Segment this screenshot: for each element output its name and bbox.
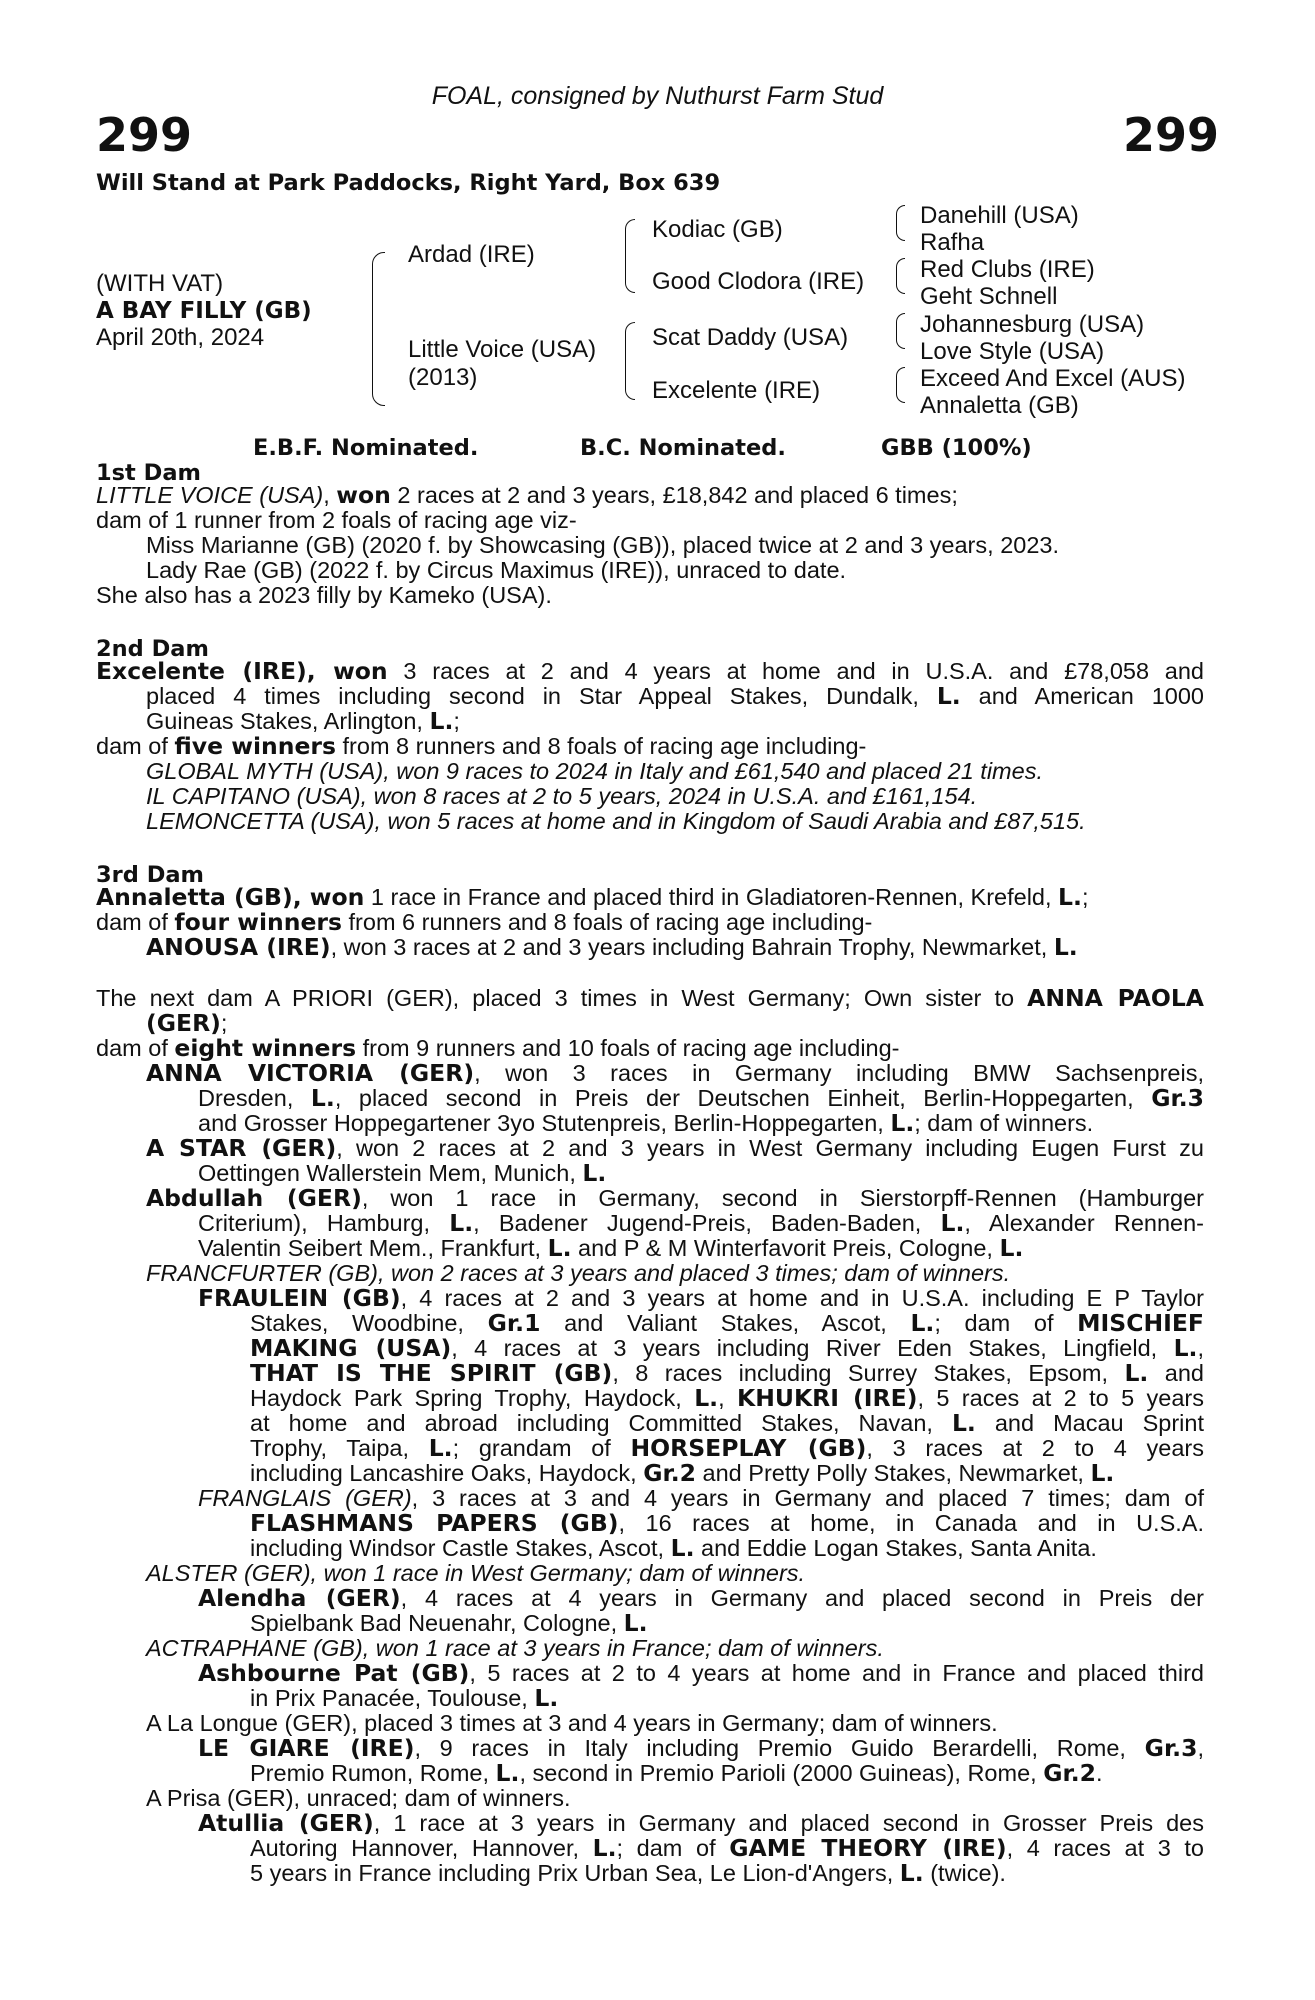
pedigree-dam-year: (2013) [408, 364, 478, 391]
second-dam-line: LEMONCETTA (USA), won 5 races at home and in Kingdom of Saudi Arabia and £87,515. [146, 808, 1086, 834]
pedigree-sss: Danehill (USA) [920, 202, 1079, 229]
pedigree-dss: Johannesburg (USA) [920, 311, 1145, 338]
next-dam-line: Atullia (GER), 1 race at 3 years in Germany and placed second in Grosser Preis des [198, 1809, 1205, 1837]
next-dam-line: Criterium), Hamburg, L., Badener Jugend-Preis, Baden-Baden, L., Alexander Rennen- [198, 1209, 1204, 1237]
next-dam-line: Haydock Park Spring Trophy, Haydock, L., KHUKRI (IRE), 5 races at 2 to 5 years [250, 1384, 1204, 1412]
second-dam-line: GLOBAL MYTH (USA), won 9 races to 2024 in Italy and £61,540 and placed 21 times. [146, 758, 1043, 784]
pedigree-ddd: Annaletta (GB) [920, 392, 1079, 419]
first-dam-line: Lady Rae (GB) (2022 f. by Circus Maximus (IRE)), unraced to date. [146, 557, 847, 583]
next-dam-line: in Prix Panacée, Toulouse, L. [250, 1684, 559, 1712]
next-dam-line: ANNA VICTORIA (GER), won 3 races in Germany including BMW Sachsenpreis, [146, 1059, 1204, 1087]
next-dam-line: Autoring Hannover, Hannover, L.; dam of GAME THEORY (IRE), 4 races at 3 to [250, 1834, 1204, 1862]
ebf-nominated: E.B.F. Nominated. [253, 435, 479, 461]
next-dam-line: ACTRAPHANE (GB), won 1 race at 3 years in France; dam of winners. [146, 1635, 884, 1661]
pedigree-bracket [625, 322, 635, 400]
pedigree-sds: Red Clubs (IRE) [920, 256, 1095, 283]
next-dam-line: A STAR (GER), won 2 races at 2 and 3 years in West Germany including Eugen Furst zu [146, 1134, 1204, 1162]
next-dam-line: Alendha (GER), 4 races at 4 years in Germany and placed second in Preis der [198, 1584, 1204, 1612]
first-dam-heading: 1st Dam [96, 460, 201, 486]
second-dam-line: placed 4 times including second in Star Appeal Stakes, Dundalk, L. and American 1000 [146, 682, 1204, 710]
next-dam-line: Dresden, L., placed second in Preis der Deutschen Einheit, Berlin-Hoppegarten, Gr.3 [198, 1084, 1204, 1112]
pedigree-bracket [625, 219, 635, 293]
vat-note: (WITH VAT) [96, 270, 224, 297]
pedigree-dam: Little Voice (USA) [408, 336, 597, 363]
pedigree-dsd: Love Style (USA) [920, 338, 1105, 365]
next-dam-line: ALSTER (GER), won 1 race in West Germany; dam of winners. [146, 1560, 806, 1586]
next-dam-line: FRANGLAIS (GER), 3 races at 3 and 4 years in Germany and placed 7 times; dam of [198, 1485, 1204, 1511]
next-dam-line: dam of eight winners from 9 runners and 10 foals of racing age including- [96, 1034, 900, 1062]
lot-title: A BAY FILLY (GB) [96, 298, 312, 324]
next-dam-line: A La Longue (GER), placed 3 times at 3 and 4 years in Germany; dam of winners. [146, 1710, 998, 1736]
pedigree-sdd: Geht Schnell [920, 283, 1058, 310]
next-dam-line: Ashbourne Pat (GB), 5 races at 2 to 4 years at home and in France and placed third [198, 1659, 1204, 1687]
pedigree-sire-dam: Good Clodora (IRE) [652, 268, 865, 295]
lot-number-left: 299 [96, 108, 193, 162]
next-dam-line: The next dam A PRIORI (GER), placed 3 times in West Germany; Own sister to ANNA PAOLA [96, 984, 1204, 1012]
second-dam-heading: 2nd Dam [96, 636, 209, 662]
next-dam-line: FRAULEIN (GB), 4 races at 2 and 3 years at home and in U.S.A. including E P Taylor [198, 1284, 1204, 1312]
pedigree-dam-sire: Scat Daddy (USA) [652, 324, 849, 351]
next-dam-line: A Prisa (GER), unraced; dam of winners. [146, 1785, 571, 1811]
pedigree-bracket [896, 258, 905, 294]
next-dam-line: Stakes, Woodbine, Gr.1 and Valiant Stakes, Ascot, L.; dam of MISCHIEF [250, 1309, 1204, 1337]
third-dam-line: ANOUSA (IRE), won 3 races at 2 and 3 years including Bahrain Trophy, Newmarket, L. [146, 933, 1078, 961]
next-dam-line: including Windsor Castle Stakes, Ascot, L. and Eddie Logan Stakes, Santa Anita. [250, 1534, 1097, 1562]
next-dam-line: at home and abroad including Committed Stakes, Navan, L. and Macau Sprint [250, 1409, 1204, 1437]
second-dam-line: Excelente (IRE), won 3 races at 2 and 4 years at home and in U.S.A. and £78,058 and [96, 657, 1204, 685]
next-dam-line: Premio Rumon, Rome, L., second in Premio Parioli (2000 Guineas), Rome, Gr.2. [250, 1759, 1103, 1787]
pedigree-sire-sire: Kodiac (GB) [652, 216, 783, 243]
pedigree-ssd: Rafha [920, 229, 985, 256]
next-dam-line: FLASHMANS PAPERS (GB), 16 races at home, in Canada and in U.S.A. [250, 1509, 1204, 1537]
third-dam-heading: 3rd Dam [96, 862, 204, 888]
third-dam-line: Annaletta (GB), won 1 race in France and placed third in Gladiatoren-Rennen, Krefeld, L.; [96, 883, 1089, 911]
next-dam-line: FRANCFURTER (GB), won 2 races at 3 years and placed 3 times; dam of winners. [146, 1260, 1011, 1286]
next-dam-line: Spielbank Bad Neuenahr, Cologne, L. [250, 1609, 648, 1637]
lot-number-right: 299 [1122, 108, 1219, 162]
pedigree-bracket [896, 313, 905, 349]
pedigree-dam-dam: Excelente (IRE) [652, 377, 821, 404]
next-dam-line: Oettingen Wallerstein Mem, Munich, L. [198, 1159, 607, 1187]
first-dam-line: Miss Marianne (GB) (2020 f. by Showcasing (GB)), placed twice at 2 and 3 years, 2023. [146, 532, 1060, 558]
next-dam-line: 5 years in France including Prix Urban Sea, Le Lion-d'Angers, L. (twice). [250, 1859, 1006, 1887]
next-dam-line: Valentin Seibert Mem., Frankfurt, L. and P & M Winterfavorit Preis, Cologne, L. [198, 1234, 1024, 1262]
next-dam-line: Trophy, Taipa, L.; grandam of HORSEPLAY (GB), 3 races at 2 to 4 years [250, 1434, 1205, 1462]
pedigree-sire: Ardad (IRE) [408, 241, 535, 268]
next-dam-line: THAT IS THE SPIRIT (GB), 8 races including Surrey Stakes, Epsom, L. and [250, 1359, 1204, 1387]
first-dam-line: dam of 1 runner from 2 foals of racing age viz- [96, 507, 577, 533]
pedigree-bracket [372, 252, 385, 406]
consigned-by: FOAL, consigned by Nuthurst Farm Stud [431, 82, 884, 110]
first-dam-line: She also has a 2023 filly by Kameko (USA). [96, 582, 552, 608]
bc-nominated: B.C. Nominated. [580, 435, 786, 461]
next-dam-line: MAKING (USA), 4 races at 3 years including River Eden Stakes, Lingfield, L., [250, 1334, 1205, 1362]
pedigree-bracket [896, 205, 905, 241]
second-dam-line: IL CAPITANO (USA), won 8 races at 2 to 5 years, 2024 in U.S.A. and £161,154. [146, 783, 978, 809]
next-dam-line: LE GIARE (IRE), 9 races in Italy including Premio Guido Berardelli, Rome, Gr.3, [198, 1734, 1204, 1762]
first-dam-line: LITTLE VOICE (USA), won 2 races at 2 and 3 years, £18,842 and placed 6 times; [96, 481, 958, 509]
pedigree-bracket [896, 367, 905, 403]
gbb-status: GBB (100%) [881, 435, 1032, 461]
stand-location: Will Stand at Park Paddocks, Right Yard, Box 639 [96, 170, 721, 196]
second-dam-line: Guineas Stakes, Arlington, L.; [146, 707, 460, 735]
lot-dob: April 20th, 2024 [96, 324, 265, 351]
next-dam-line: (GER); [146, 1009, 228, 1037]
next-dam-line: Abdullah (GER), won 1 race in Germany, second in Sierstorpff-Rennen (Hamburger [146, 1184, 1205, 1212]
next-dam-line: including Lancashire Oaks, Haydock, Gr.2 and Pretty Polly Stakes, Newmarket, L. [250, 1459, 1115, 1487]
pedigree-dds: Exceed And Excel (AUS) [920, 365, 1186, 392]
next-dam-line: and Grosser Hoppegartener 3yo Stutenpreis, Berlin-Hoppegarten, L.; dam of winners. [198, 1109, 1094, 1137]
second-dam-line: dam of five winners from 8 runners and 8 foals of racing age including- [96, 732, 867, 760]
third-dam-line: dam of four winners from 6 runners and 8 foals of racing age including- [96, 908, 873, 936]
